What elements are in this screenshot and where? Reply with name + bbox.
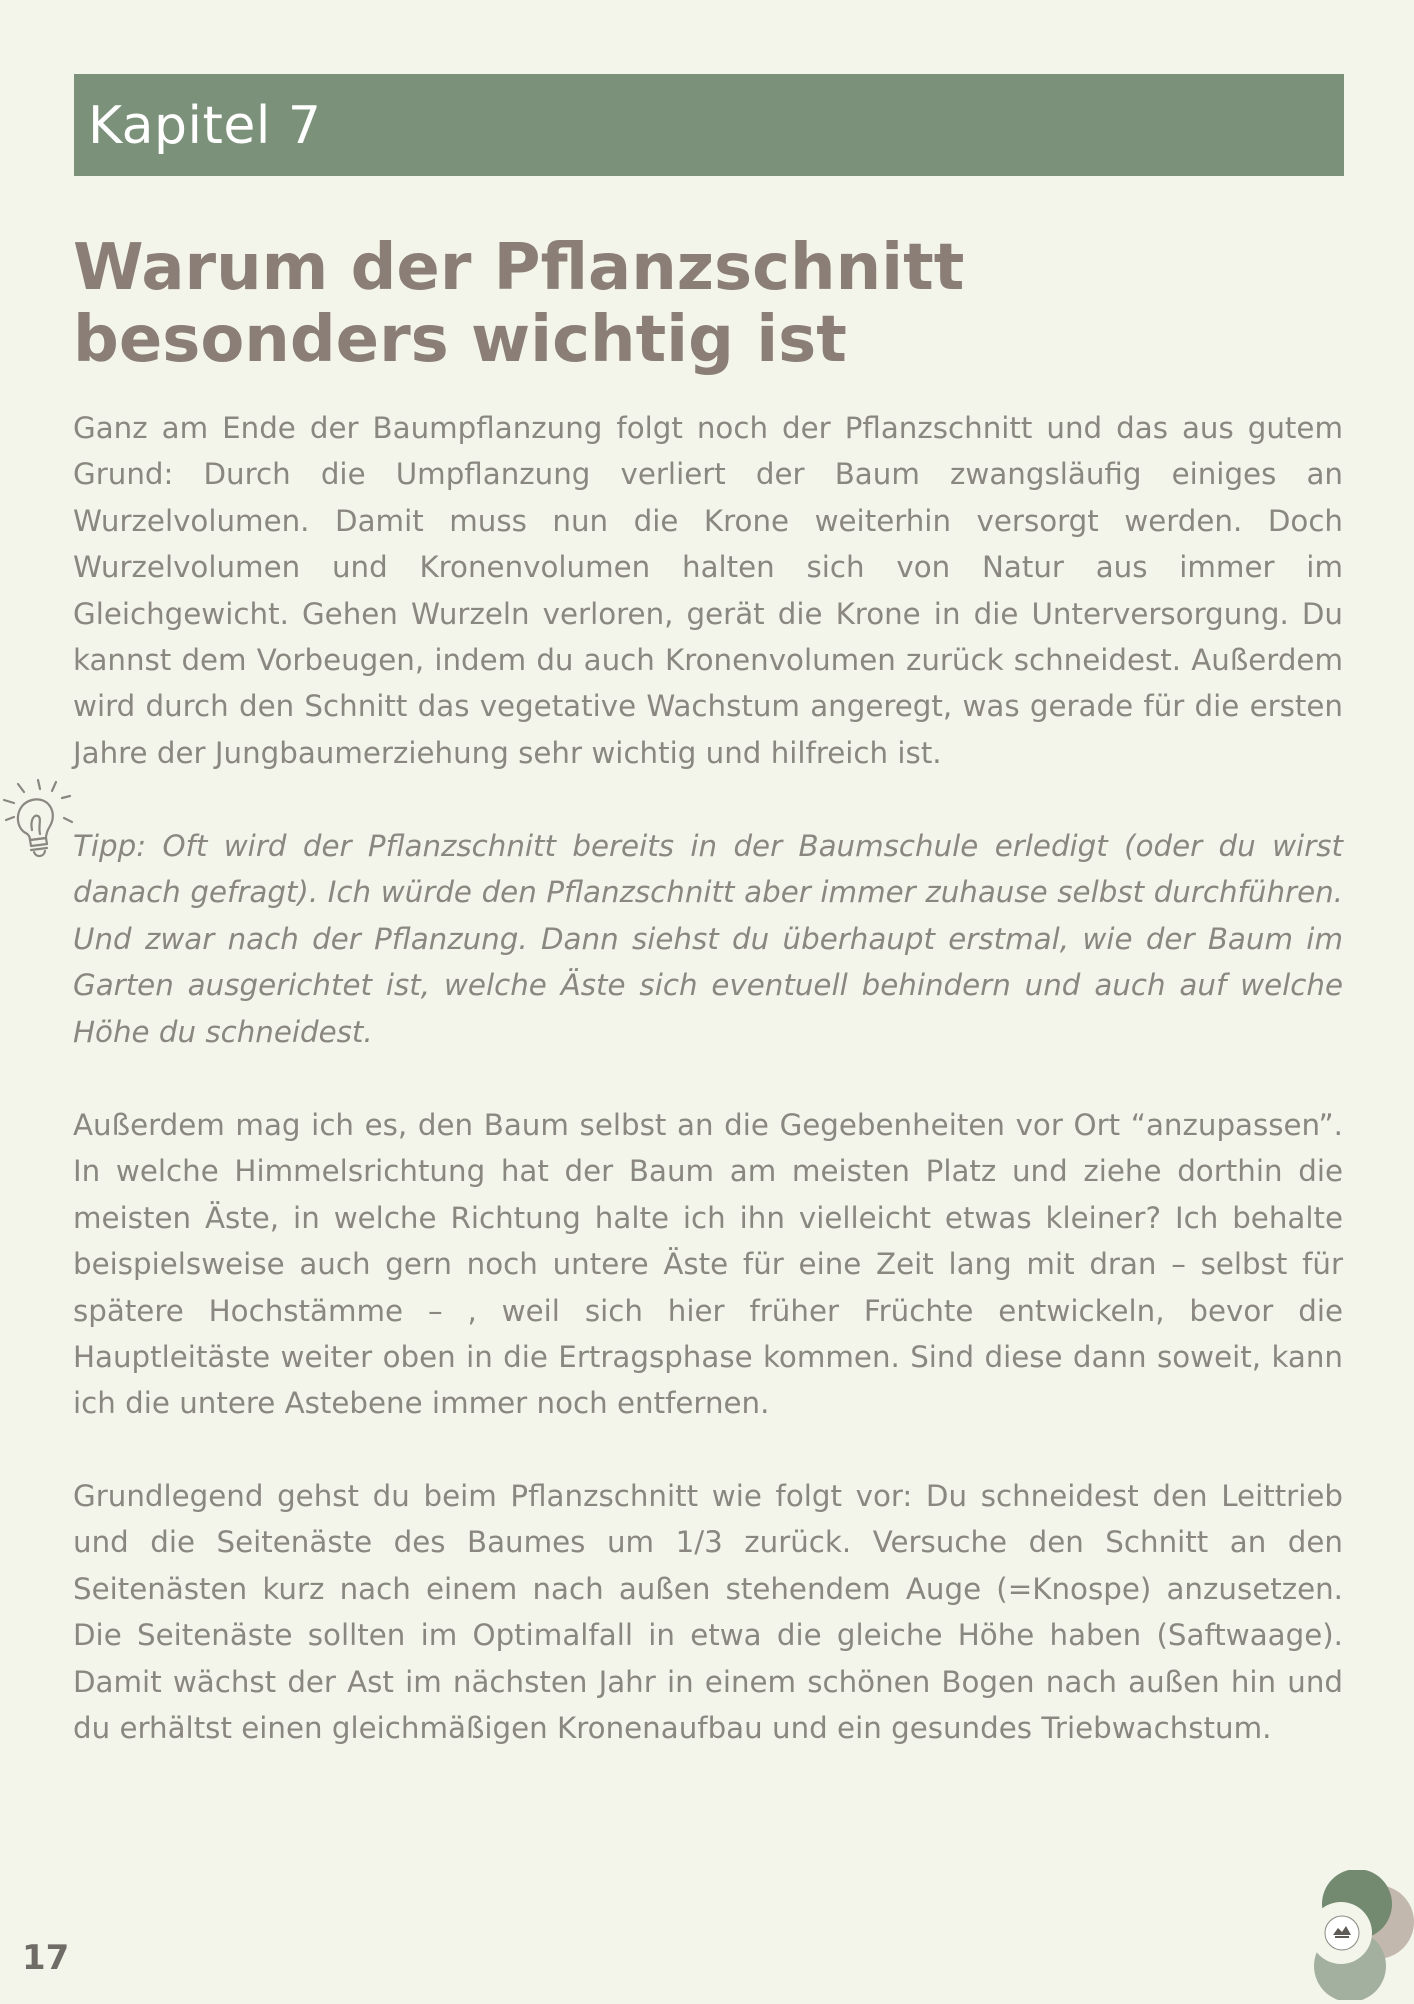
lightbulb-icon — [0, 774, 80, 864]
chapter-label: Kapitel 7 — [88, 96, 322, 156]
second-paragraph: Außerdem mag ich es, den Baum selbst an die Gegebenheiten vor Ort “anzupassen”. In welche Himmelsrichtung hat der Baum am meisten Platz und ziehe dorthin die meisten Äste, in welche Richtung halte ich ihn vielleicht etwas kleiner? Ich behalte beispielsweise auch gern noch untere Äste für eine Zeit lang mit dran – selbst für spätere Hochstämme – , weil sich hier früher Früchte entwickeln, bevor die Hauptleitäste weiter oben in die Ertragsphase kommen. Sind diese dann soweit, kann ich die untere Astebene immer noch entfernen. — [73, 1108, 1343, 1421]
page-number: 17 — [22, 1938, 70, 1978]
page-title: Warum der Pflanzschnitt besonders wichtig ist — [73, 231, 965, 377]
tip-paragraph: Tipp: Oft wird der Pflanzschnitt bereits in der Baumschule erledigt (oder du wirst danach gefragt). Ich würde den Pflanzschnitt aber immer zuhause selbst durchführen. Und zwar nach der Pflanzung. Dann siehst du überhaupt erstmal, wie der Baum im Garten ausgerichtet ist, welche Äste sich eventuell behindern und auch auf welche Höhe du schneidest. — [73, 829, 1343, 1049]
brand-logo — [1280, 1870, 1414, 2000]
intro-paragraph: Ganz am Ende der Baumpflanzung folgt noch der Pflanzschnitt und das aus gutem Grund: Durch die Umpflanzung verliert der Baum zwangsläufig einiges an Wurzelvolumen. Damit muss nun die Krone weiterhin versorgt werden. Doch Wurzelvolumen und Kronenvolumen halten sich von Natur aus immer im Gleichgewicht. Gehen Wurzeln verloren, gerät die Krone in die Unterversorgung. Du kannst dem Vorbeugen, indem du auch Kronenvolumen zurück schneidest. Außerdem wird durch den Schnitt das vegetative Wachstum angeregt, was gerade für die ersten Jahre der Jungbaumerziehung sehr wichtig und hilfreich ist. — [73, 411, 1343, 770]
third-paragraph: Grundlegend gehst du beim Pflanzschnitt wie folgt vor: Du schneidest den Leittrieb und die Seitenäste des Baumes um 1/3 zurück. Versuche den Schnitt an den Seitenästen kurz nach einem nach außen stehendem Auge (=Knospe) anzusetzen. Die Seitenäste sollten im Optimalfall in etwa die gleiche Höhe haben (Saftwaage). Damit wächst der Ast im nächsten Jahr in einem schönen Bogen nach außen hin und du erhältst einen gleichmäßigen Kronenaufbau und ein gesundes Triebwachstum. — [73, 1479, 1343, 1746]
chapter-banner — [74, 74, 1344, 176]
